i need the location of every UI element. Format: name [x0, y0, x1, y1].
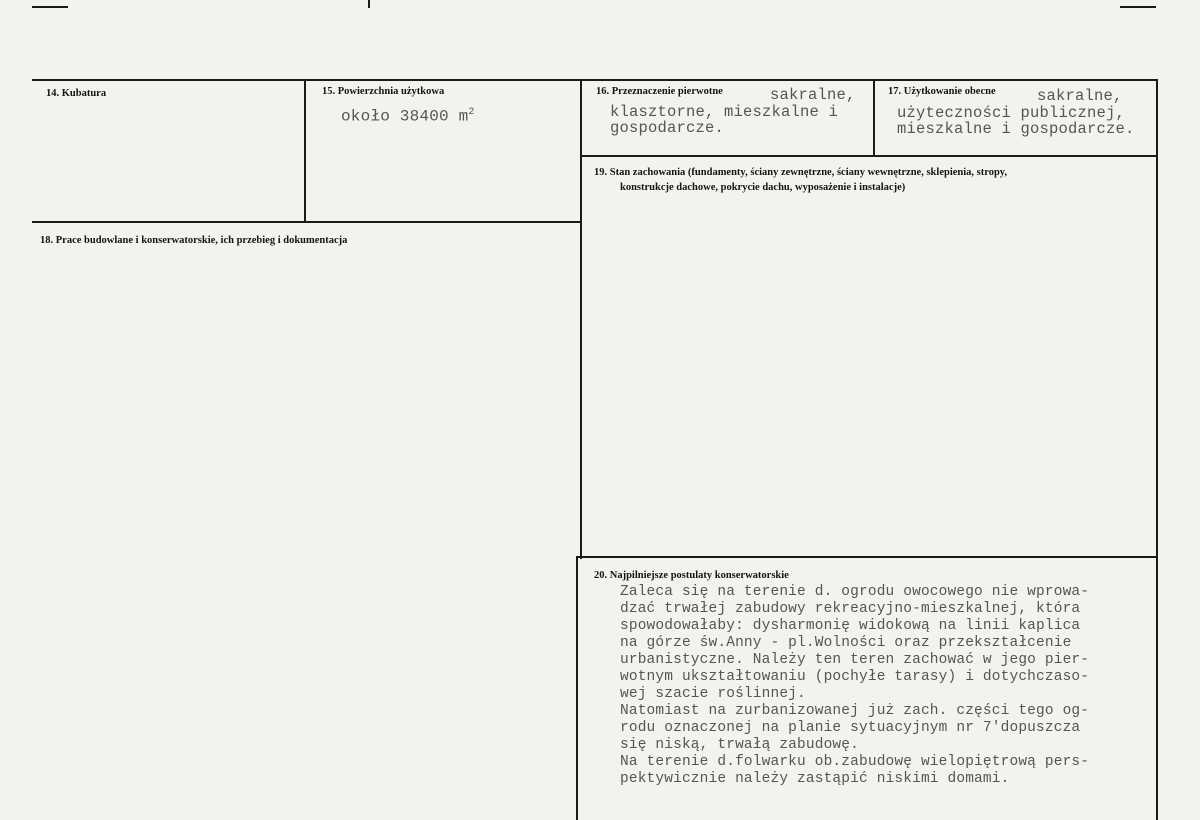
field-przeznaczenie-value-line: gospodarcze.: [610, 119, 725, 137]
field-postulaty-label: 20. Najpilniejsze postulaty konserwatorskie: [594, 570, 789, 581]
field-przeznaczenie-value-first: sakralne,: [770, 86, 856, 104]
grid-divider-14-15: [304, 79, 306, 223]
field-uzytkowanie-value-line: użyteczności publicznej,: [897, 104, 1126, 122]
postulaty-line: pektywicznie należy zastąpić niskimi domami.: [620, 771, 1010, 787]
grid-line-under-19: [576, 556, 1158, 558]
postulaty-line: Natomiast na zurbanizowanej już zach. części tego og-: [620, 703, 1090, 719]
postulaty-line: urbanistyczne. Należy ten teren zachować w jego pier-: [620, 652, 1090, 668]
field-przeznaczenie-value-line: klasztorne, mieszkalne i: [610, 103, 839, 121]
postulaty-line: się niską, trwałą zabudowę.: [620, 737, 859, 753]
postulaty-line: dzać trwałej zabudowy rekreacyjno-mieszkalnej, która: [620, 601, 1081, 617]
grid-top-line: [32, 79, 1158, 81]
postulaty-line: spowodowałaby: dysharmonię widokową na linii kaplica: [620, 618, 1081, 634]
top-right-mark: [1120, 6, 1156, 8]
field-stan-label-line2: konstrukcje dachowe, pokrycie dachu, wyposażenie i instalacje): [620, 182, 906, 193]
powierzchnia-value-text: około 38400 m: [341, 107, 469, 126]
field-uzytkowanie-value-first: sakralne,: [1037, 87, 1123, 105]
grid-line-under-16-17: [580, 155, 1158, 157]
postulaty-line: Na terenie d.folwarku ob.zabudowę wielopiętrową pers-: [620, 754, 1090, 770]
field-powierzchnia-label: 15. Powierzchnia użytkowa: [322, 86, 445, 97]
powierzchnia-value-superscript: 2: [468, 107, 475, 118]
top-left-mark: [32, 6, 68, 8]
grid-divider-left-right: [580, 79, 582, 559]
field-powierzchnia-value: [341, 107, 475, 125]
grid-divider-16-17: [873, 79, 875, 157]
top-center-mark: [368, 0, 370, 8]
field-uzytkowanie-value-line: mieszkalne i gospodarcze.: [897, 120, 1135, 138]
field-stan-label-line1: 19. Stan zachowania (fundamenty, ściany zewnętrzne, ściany wewnętrzne, sklepienia, stropy,: [594, 167, 1008, 178]
postulaty-line: wotnym ukształtowaniu (pochyłe tarasy) i dotychczaso-: [620, 669, 1090, 685]
postulaty-line: wej szacie roślinnej.: [620, 686, 806, 702]
postulaty-line: rodu oznaczonej na planie sytuacyjnym nr 7'dopuszcza: [620, 720, 1081, 736]
grid-divider-left-right-lower: [576, 557, 578, 820]
field-kubatura-label: 14. Kubatura: [46, 88, 107, 99]
field-prace-label: 18. Prace budowlane i konserwatorskie, ich przebieg i dokumentacja: [40, 235, 348, 246]
grid-line-under-14-15: [32, 221, 582, 223]
postulaty-line: Zaleca się na terenie d. ogrodu owocowego nie wprowa-: [620, 584, 1090, 600]
field-uzytkowanie-label: 17. Użytkowanie obecne: [888, 86, 996, 97]
postulaty-line: na górze św.Anny - pl.Wolności oraz przekształcenie: [620, 635, 1072, 651]
grid-right-border: [1156, 79, 1158, 820]
field-przeznaczenie-label: 16. Przeznaczenie pierwotne: [596, 86, 723, 97]
